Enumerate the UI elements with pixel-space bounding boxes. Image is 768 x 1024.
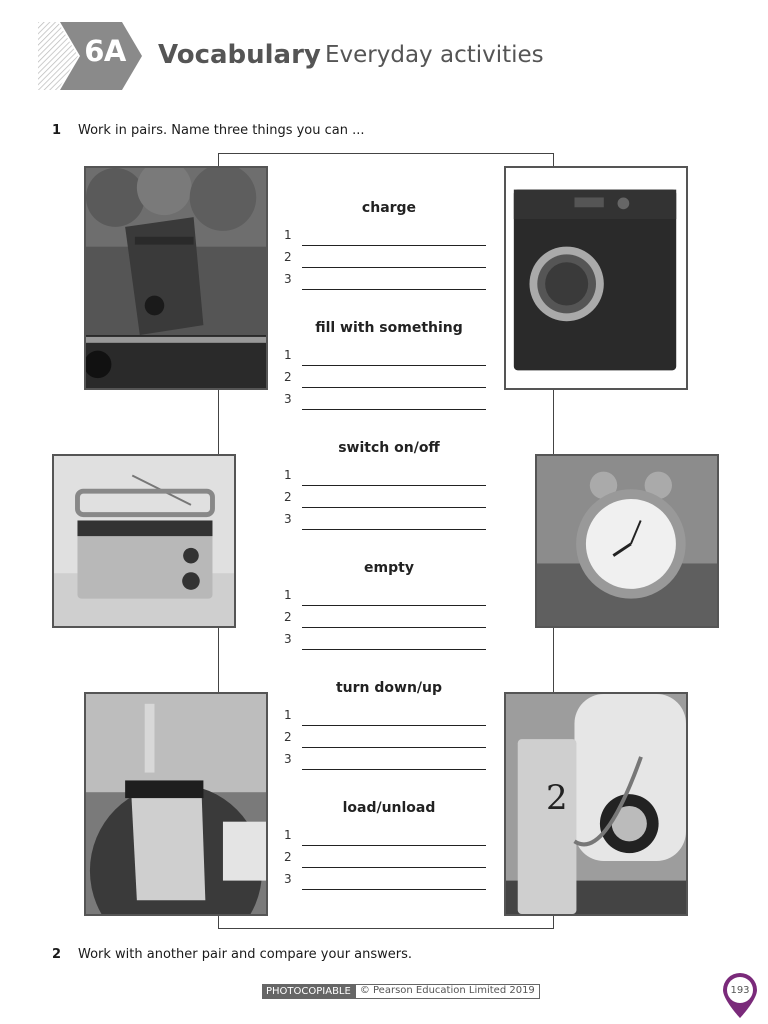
- answer-line-2[interactable]: [282, 246, 492, 268]
- section-heading: empty: [364, 560, 414, 576]
- section-charge: [282, 200, 492, 290]
- section-switch: [282, 440, 492, 530]
- answer-line-1[interactable]: [282, 464, 492, 486]
- answer-line-3[interactable]: [282, 268, 492, 290]
- photo-alarm-clock: [535, 454, 719, 628]
- answer-line-1[interactable]: [282, 344, 492, 366]
- line-number: 2: [284, 490, 292, 504]
- line-number: 2: [284, 610, 292, 624]
- line-number: 1: [284, 708, 292, 722]
- answer-rule: [302, 769, 486, 770]
- section-heading: turn down/up: [335, 680, 443, 696]
- kettle-image: [86, 694, 266, 914]
- radio-image: [54, 456, 234, 626]
- page-subtitle: Everyday activities: [325, 42, 544, 68]
- answer-line-2[interactable]: [282, 606, 492, 628]
- answer-line-3[interactable]: [282, 868, 492, 890]
- copyright-text: © Pearson Education Limited 2019: [355, 984, 540, 999]
- answer-line-1[interactable]: [282, 584, 492, 606]
- footer: [262, 984, 540, 999]
- answer-line-2[interactable]: [282, 366, 492, 388]
- answer-line-1[interactable]: [282, 704, 492, 726]
- section-load: [282, 800, 492, 890]
- washing-machine-image: [506, 168, 686, 388]
- answer-line-3[interactable]: [282, 388, 492, 410]
- exercise-text: Work in pairs. Name three things you can ...: [78, 123, 365, 138]
- photocopiable-label: PHOTOCOPIABLE: [262, 984, 355, 999]
- answer-line-3[interactable]: [282, 628, 492, 650]
- section-heading: fill with something: [315, 320, 463, 336]
- photo-bin-truck: [84, 166, 268, 390]
- section-empty: [282, 560, 492, 650]
- line-number: 3: [284, 512, 292, 526]
- answer-line-1[interactable]: [282, 224, 492, 246]
- ev-charger-image: [506, 694, 686, 914]
- line-number: 3: [284, 392, 292, 406]
- line-number: 2: [284, 730, 292, 744]
- line-number: 1: [284, 588, 292, 602]
- line-number: 1: [284, 468, 292, 482]
- unit-code: 6A: [84, 34, 126, 68]
- answer-rule: [302, 409, 486, 410]
- page-title: Vocabulary: [158, 40, 321, 70]
- line-number: 1: [284, 348, 292, 362]
- answer-line-2[interactable]: [282, 726, 492, 748]
- answer-line-3[interactable]: [282, 748, 492, 770]
- line-number: 3: [284, 752, 292, 766]
- section-heading: load/unload: [342, 800, 436, 816]
- section-heading: switch on/off: [338, 440, 440, 456]
- line-number: 3: [284, 272, 292, 286]
- photo-washing-machine: [504, 166, 688, 390]
- answer-rule: [302, 289, 486, 290]
- answer-line-2[interactable]: [282, 486, 492, 508]
- line-number: 2: [284, 850, 292, 864]
- line-number: 1: [284, 828, 292, 842]
- line-number: 1: [284, 228, 292, 242]
- line-number: 3: [284, 872, 292, 886]
- page-pin-icon: [721, 972, 759, 1020]
- exercise-text: Work with another pair and compare your answers.: [78, 947, 413, 962]
- alarm-clock-image: [537, 456, 717, 626]
- answer-rule: [302, 889, 486, 890]
- answer-rule: [302, 529, 486, 530]
- page-number: 193: [730, 985, 750, 996]
- section-fill: [282, 320, 492, 410]
- answer-line-2[interactable]: [282, 846, 492, 868]
- exercise-number: 2: [52, 947, 62, 962]
- section-turn: [282, 680, 492, 770]
- answer-rule: [302, 649, 486, 650]
- exercise-number: 1: [52, 123, 62, 138]
- photo-kettle: [84, 692, 268, 916]
- bin-truck-image: [86, 168, 266, 388]
- photo-radio: [52, 454, 236, 628]
- answer-line-3[interactable]: [282, 508, 492, 530]
- photo-ev-charger: [504, 692, 688, 916]
- charger-number: 2: [546, 778, 568, 818]
- line-number: 2: [284, 250, 292, 264]
- line-number: 3: [284, 632, 292, 646]
- section-heading: charge: [361, 200, 417, 216]
- answer-line-1[interactable]: [282, 824, 492, 846]
- line-number: 2: [284, 370, 292, 384]
